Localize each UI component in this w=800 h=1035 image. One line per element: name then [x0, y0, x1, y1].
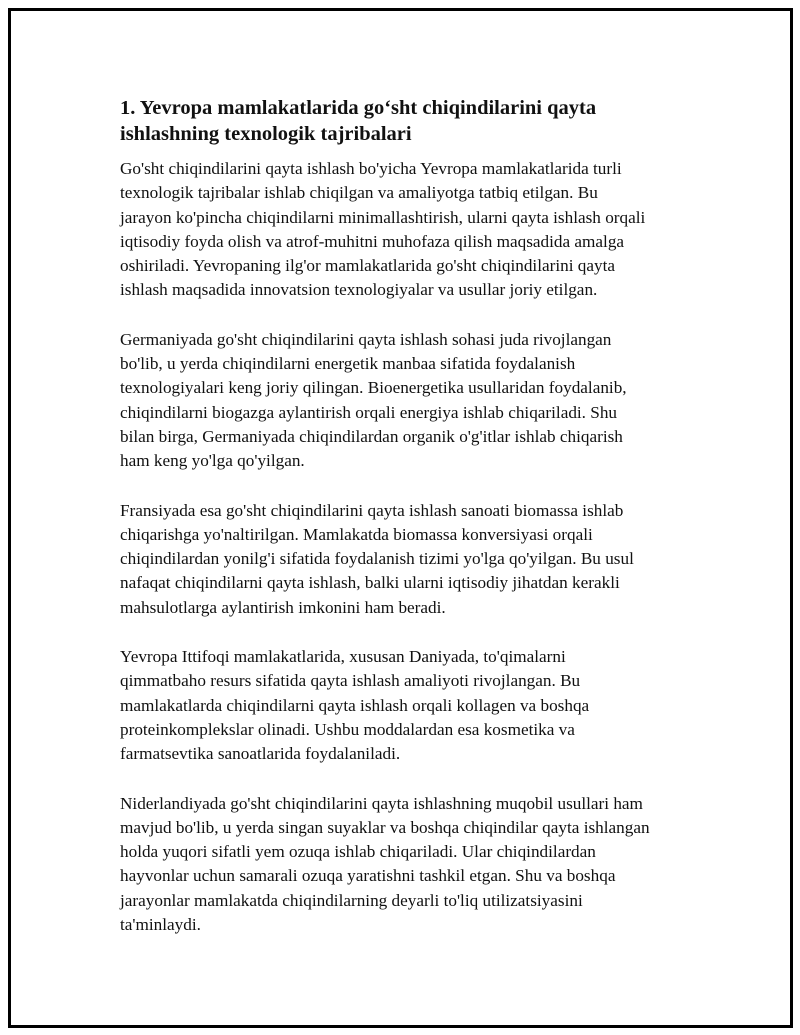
text-line: Niderlandiyada go'sht chiqindilarini qayta ishlashning muqobil usullari ham — [120, 793, 643, 813]
text-line: texnologik tajribalar ishlab chiqilgan va amaliyotga tatbiq etilgan. Bu — [120, 183, 598, 203]
text-line: Germaniyada go'sht chiqindilarini qayta ishlash sohasi juda rivojlangan — [120, 329, 612, 349]
text-line: proteinkomplekslar olinadi. Ushbu moddalardan esa kosmetika va — [120, 719, 575, 739]
text-line: hayvonlar uchun samarali ozuqa yaratishni tashkil etgan. Shu va boshqa — [120, 866, 616, 886]
heading-line: ishlashning texnologik tajribalari — [120, 123, 412, 145]
text-line: ham keng yo'lga qo'yilgan. — [120, 451, 305, 471]
text-line: qimmatbaho resurs sifatida qayta ishlash amaliyoti rivojlangan. Bu — [120, 671, 581, 691]
text-line: oshiriladi. Yevropaning ilg'or mamlakatlarida go'sht chiqindilarini qayta — [120, 256, 615, 276]
section-heading — [120, 95, 700, 147]
paragraph-germany — [120, 328, 700, 474]
text-line: ishlash maqsadida innovatsion texnologiyalar va usullar joriy etilgan. — [120, 280, 598, 300]
text-line: Go'sht chiqindilarini qayta ishlash bo'yicha Yevropa mamlakatlarida turli — [120, 159, 622, 178]
text-line: mavjud bo'lib, u yerda singan suyaklar va boshqa chiqindilar qayta ishlangan — [120, 817, 650, 837]
text-line: Yevropa Ittifoqi mamlakatlarida, xususan Daniyada, to'qimalarni — [120, 647, 566, 667]
text-line: bo'lib, u yerda chiqindilarni energetik manbaa sifatida foydalanish — [120, 354, 576, 374]
text-line: mahsulotlarga aylantirish imkonini ham beradi. — [120, 597, 446, 617]
heading-line: 1. Yevropa mamlakatlarida go‘sht chiqindilarini qayta — [120, 97, 597, 119]
text-line: mamlakatlarda chiqindilarni qayta ishlash orqali kollagen va boshqa — [120, 695, 590, 715]
paragraph-netherlands — [120, 792, 700, 938]
text-line: jarayonlar mamlakatda chiqindilarning deyarli to'liq utilizatsiyasini — [120, 890, 583, 910]
paragraph-intro — [120, 157, 700, 303]
text-line: Fransiyada esa go'sht chiqindilarini qayta ishlash sanoati biomassa ishlab — [120, 500, 624, 520]
paragraph-eu-denmark — [120, 645, 700, 766]
text-line: chiqarishga yo'naltirilgan. Mamlakatda biomassa konversiyasi orqali — [120, 524, 593, 544]
text-line: iqtisodiy foyda olish va atrof-muhitni muhofaza qilish maqsadida amalga — [120, 231, 625, 251]
text-line: texnologiyalari keng joriy qilingan. Bioenergetika usullaridan foydalanib, — [120, 378, 627, 398]
text-line: chiqindilardan yonilg'i sifatida foydalanish tizimi yo'lga qo'yilgan. Bu usul — [120, 549, 634, 569]
page-frame — [8, 8, 793, 1028]
paragraph-france — [120, 499, 700, 620]
text-line: farmatsevtika sanoatlarida foydalaniladi. — [120, 744, 401, 764]
text-line: holda yuqori sifatli yem ozuqa ishlab chiqariladi. Ular chiqindilardan — [120, 842, 596, 862]
text-line: bilan birga, Germaniyada chiqindilardan organik o'g'itlar ishlab chiqarish — [120, 426, 623, 446]
text-line: ta'minlaydi. — [120, 915, 201, 935]
text-line: chiqindilarni biogazga aylantirish orqali energiya ishlab chiqariladi. Shu — [120, 402, 618, 422]
text-line: jarayon ko'pincha chiqindilarni minimallashtirish, ularni qayta ishlash orqali — [120, 207, 646, 227]
text-line: nafaqat chiqindilarni qayta ishlash, balki ularni iqtisodiy jihatdan kerakli — [120, 573, 620, 593]
document-body — [120, 95, 700, 962]
